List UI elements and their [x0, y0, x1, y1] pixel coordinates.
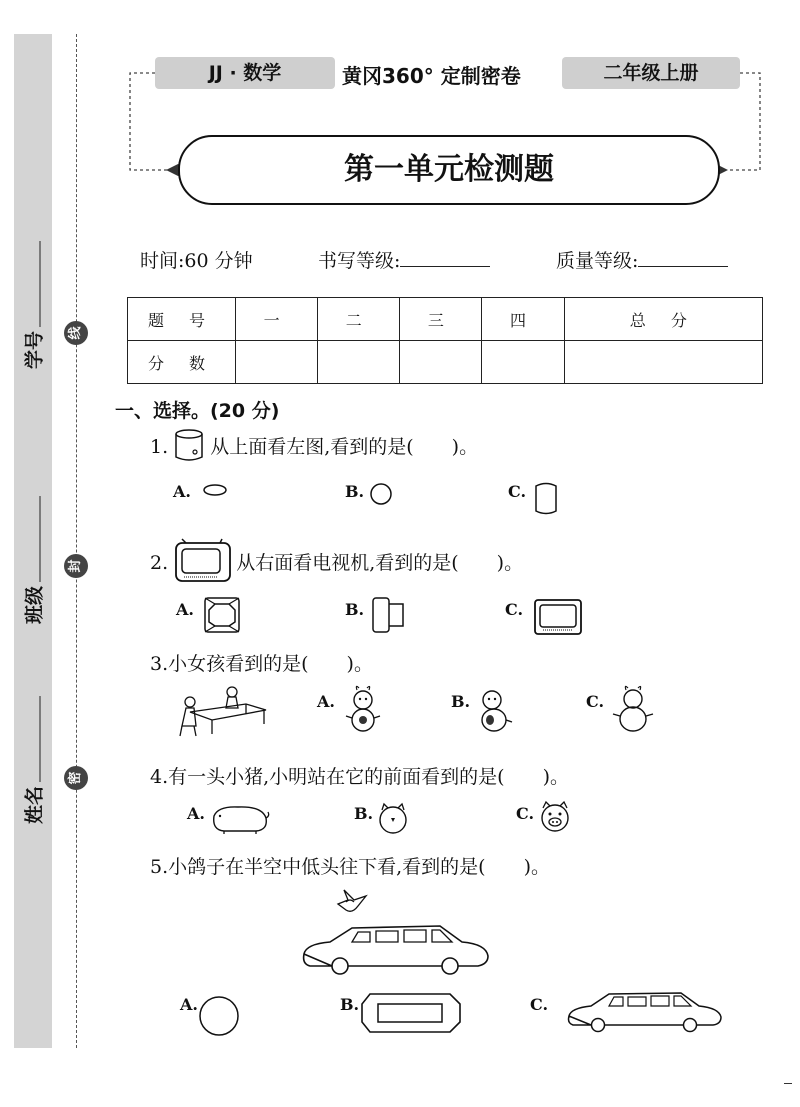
class-blank[interactable] [28, 496, 41, 582]
question-number: 5. [150, 856, 169, 878]
question-number: 3. [150, 653, 169, 675]
name-blank[interactable] [28, 696, 41, 782]
question-3 [150, 649, 373, 676]
option-a[interactable]: A. [180, 995, 198, 1014]
tv-back-icon [203, 596, 243, 636]
quality-grade [556, 246, 728, 273]
car-side-small-icon [565, 990, 723, 1034]
pigeon-icon [336, 888, 370, 918]
score-cell[interactable] [236, 341, 318, 384]
question-number: 1. [150, 436, 169, 458]
question-4 [150, 762, 569, 789]
seal-secret: 密 [64, 766, 88, 790]
seal-seal: 封 [64, 554, 88, 578]
tv-front-icon [533, 598, 585, 638]
class-label: 班级 [23, 585, 46, 625]
seal-line: 线 [64, 321, 88, 345]
subject-tag: JJ · 数学 [155, 57, 335, 89]
score-table [127, 297, 763, 384]
pig-side-icon [208, 804, 272, 834]
tv-icon [174, 537, 234, 583]
table-row [128, 341, 763, 384]
score-cell[interactable] [482, 341, 564, 384]
student-id-field[interactable] [20, 241, 47, 369]
option-a[interactable]: A. [317, 692, 335, 711]
circle-icon [369, 482, 395, 508]
option-c[interactable]: C. [516, 804, 535, 823]
score-cell[interactable] [400, 341, 482, 384]
brand-title: 黄冈360° 定制密卷 [342, 64, 521, 88]
doll-front-icon [343, 686, 383, 738]
question-number: 4. [150, 766, 169, 788]
grade-tag: 二年级上册 [562, 57, 740, 89]
option-a[interactable]: A. [173, 482, 191, 501]
circle-shape-icon [198, 995, 242, 1039]
car-top-icon [360, 992, 462, 1036]
score-cell[interactable] [564, 341, 762, 384]
writing-grade-label: 书写等级: [318, 250, 401, 272]
doll-back-icon [610, 686, 656, 736]
writing-grade-blank[interactable] [400, 252, 490, 267]
time-limit: 时间:60 分钟 [140, 250, 253, 272]
option-b[interactable]: B. [345, 600, 365, 619]
option-a[interactable]: A. [187, 804, 205, 823]
option-a[interactable]: A. [176, 600, 194, 619]
question-text: 有一头小猪,小明站在它的前面看到的是( )。 [168, 766, 570, 788]
question-text: 从右面看电视机,看到的是( )。 [236, 552, 524, 574]
pig-front-icon [538, 800, 572, 834]
table-header-cell: 一 [236, 298, 318, 341]
table-header-cell: 题 号 [128, 298, 236, 341]
rectangle-side-icon [532, 480, 562, 518]
student-id-label: 学号 [23, 330, 46, 370]
pig-back-icon [376, 802, 410, 836]
student-id-blank[interactable] [28, 241, 41, 327]
tv-side-icon [371, 596, 411, 636]
table-header-cell: 四 [482, 298, 564, 341]
section-title: 一、选择。(20 分) [115, 400, 280, 422]
option-c[interactable]: C. [508, 482, 527, 501]
cylinder-icon [174, 428, 206, 464]
class-field[interactable] [20, 496, 47, 624]
question-text: 小女孩看到的是( )。 [168, 653, 373, 675]
quality-grade-blank[interactable] [638, 252, 728, 267]
table-header-cell: 总 分 [564, 298, 762, 341]
question-number: 2. [150, 552, 169, 574]
table-header-row [128, 298, 763, 341]
ellipse-icon [202, 483, 228, 497]
table-header-cell: 三 [400, 298, 482, 341]
table-header-cell: 二 [318, 298, 400, 341]
option-c[interactable]: C. [586, 692, 605, 711]
writing-grade [318, 246, 490, 273]
question-5 [150, 852, 550, 879]
page-title: 第一单元检测题 [178, 135, 720, 205]
option-b[interactable]: B. [354, 804, 374, 823]
girl-table-doll-icon [176, 682, 268, 738]
option-b[interactable]: B. [451, 692, 471, 711]
score-row-label: 分 数 [128, 341, 236, 384]
name-label: 姓名 [23, 785, 46, 825]
doll-side-icon [474, 686, 516, 738]
car-side-icon [300, 922, 492, 980]
quality-grade-label: 质量等级: [556, 250, 639, 272]
score-cell[interactable] [318, 341, 400, 384]
page-footer-mark [784, 1083, 792, 1084]
option-b[interactable]: B. [340, 995, 360, 1014]
question-text: 小鸽子在半空中低头往下看,看到的是( )。 [168, 856, 551, 878]
question-text: 从上面看左图,看到的是( )。 [210, 436, 479, 458]
option-b[interactable]: B. [345, 482, 365, 501]
name-field[interactable] [20, 696, 47, 824]
option-c[interactable]: C. [530, 995, 549, 1014]
option-c[interactable]: C. [505, 600, 524, 619]
